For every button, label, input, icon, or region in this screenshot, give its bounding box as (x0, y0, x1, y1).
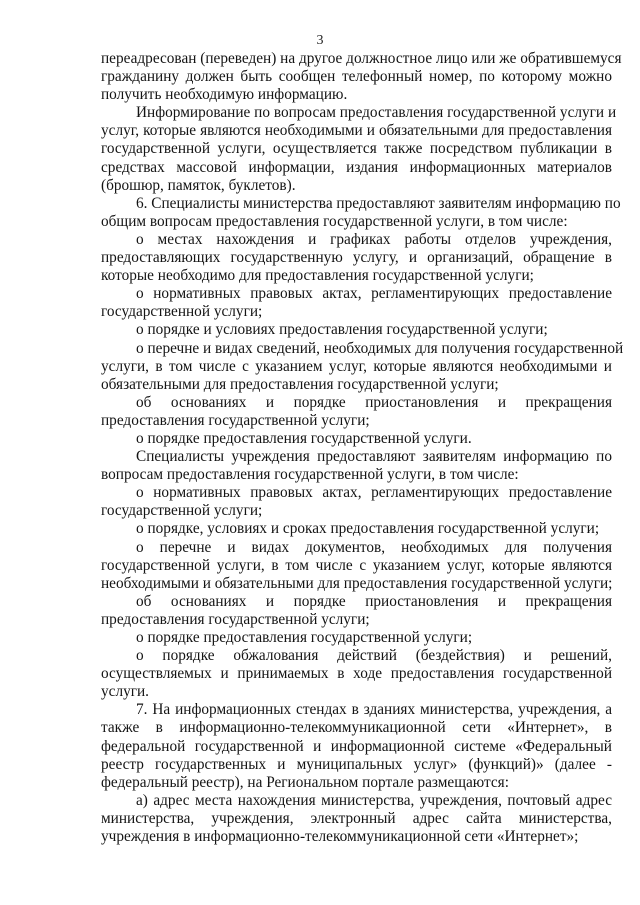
paragraph-start: о перечне и видах сведений, необходимых для получения государственной (136, 339, 624, 357)
text-line: услуги. (101, 683, 150, 701)
paragraph-start: 6. Специалисты министерства предоставляют заявителям информацию по (136, 194, 621, 212)
text-line: получить необходимую информацию. (101, 86, 348, 104)
text-line: министерства, учреждения, электронный адрес сайта министерства, (101, 809, 612, 827)
paragraph-start: о порядке и условиях предоставления государственной услуги; (136, 321, 548, 339)
paragraph-start: о порядке обжалования действий (бездействия) и решений, (136, 647, 612, 665)
text-line: федеральный реестр), на Региональном портале размещаются: (101, 773, 509, 791)
text-line: услуг, которые являются необходимыми и обязательными для предоставления (101, 122, 612, 140)
paragraph-start: а) адрес места нахождения министерства, учреждения, почтовый адрес (136, 791, 612, 809)
text-line: необходимыми и обязательными для предоставления государственной услуги; (101, 574, 613, 592)
paragraph-start: о перечне и видах документов, необходимых для получения (136, 538, 612, 556)
text-line: предоставляющих государственную услугу, и организаций, обращение в (101, 249, 612, 267)
text-line: обязательными для предоставления государственной услуги; (101, 375, 499, 393)
page-number: 3 (316, 33, 324, 48)
text-line: государственной услуги, осуществляется также посредством публикации в (101, 140, 612, 158)
text-line: услуги, в том числе с указанием услуг, которые являются необходимыми и (101, 357, 612, 375)
text-line: гражданину должен быть сообщен телефонный номер, по которому можно (101, 68, 612, 86)
paragraph-start: 7. На информационных стендах в зданиях министерства, учреждения, а (136, 701, 612, 719)
paragraph-start: о порядке, условиях и сроках предоставления государственной услуги; (136, 520, 600, 538)
document-body (101, 50, 624, 846)
text-line: государственной услуги, в том числе с указанием услуг, которые являются (101, 556, 612, 574)
text-line: предоставления государственной услуги; (101, 411, 370, 429)
text-line: государственной услуги; (101, 502, 263, 520)
text-line: осуществляемых и принимаемых в ходе предоставления государственной (101, 665, 612, 683)
paragraph-start: Информирование по вопросам предоставления государственной услуги и (136, 104, 617, 122)
paragraph-start: о нормативных правовых актах, регламентирующих предоставление (136, 285, 612, 303)
text-line: (брошюр, памяток, буклетов). (101, 176, 296, 194)
text-line: также в информационно-телекоммуникационной сети «Интернет», в (101, 719, 612, 737)
paragraph-start: о порядке предоставления государственной услуги; (136, 629, 473, 646)
paragraph-start: об основаниях и порядке приостановления и прекращения (136, 393, 612, 411)
text-line: учреждения в информационно-телекоммуникационной сети «Интернет»; (101, 828, 579, 846)
text-line: которые необходимо для предоставления государственной услуги; (101, 267, 534, 285)
text-line: вопросам предоставления государственной услуги, в том числе: (101, 466, 519, 484)
text-line: реестр государственных и муниципальных услуг» (функций)» (далее - (101, 755, 612, 773)
paragraph-start: Специалисты учреждения предоставляют заявителям информацию по (136, 448, 612, 466)
paragraph-start: о нормативных правовых актах, регламентирующих предоставление (136, 484, 612, 502)
paragraph-start: об основаниях и порядке приостановления и прекращения (136, 592, 612, 610)
paragraph-start: о местах нахождения и графиках работы отделов учреждения, (136, 230, 612, 248)
paragraph-start: о порядке предоставления государственной услуги. (136, 429, 472, 447)
text-line: средствах массовой информации, издания информационных материалов (101, 158, 612, 176)
text-line: государственной услуги; (101, 303, 263, 321)
text-line: общим вопросам предоставления государственной услуги, в том числе: (101, 212, 568, 230)
text-line: предоставления государственной услуги; (101, 610, 370, 628)
text-line: переадресован (переведен) на другое должностное лицо или же обратившемуся (101, 50, 622, 67)
text-line: федеральной государственной и информационной системе «Федеральный (101, 737, 612, 755)
